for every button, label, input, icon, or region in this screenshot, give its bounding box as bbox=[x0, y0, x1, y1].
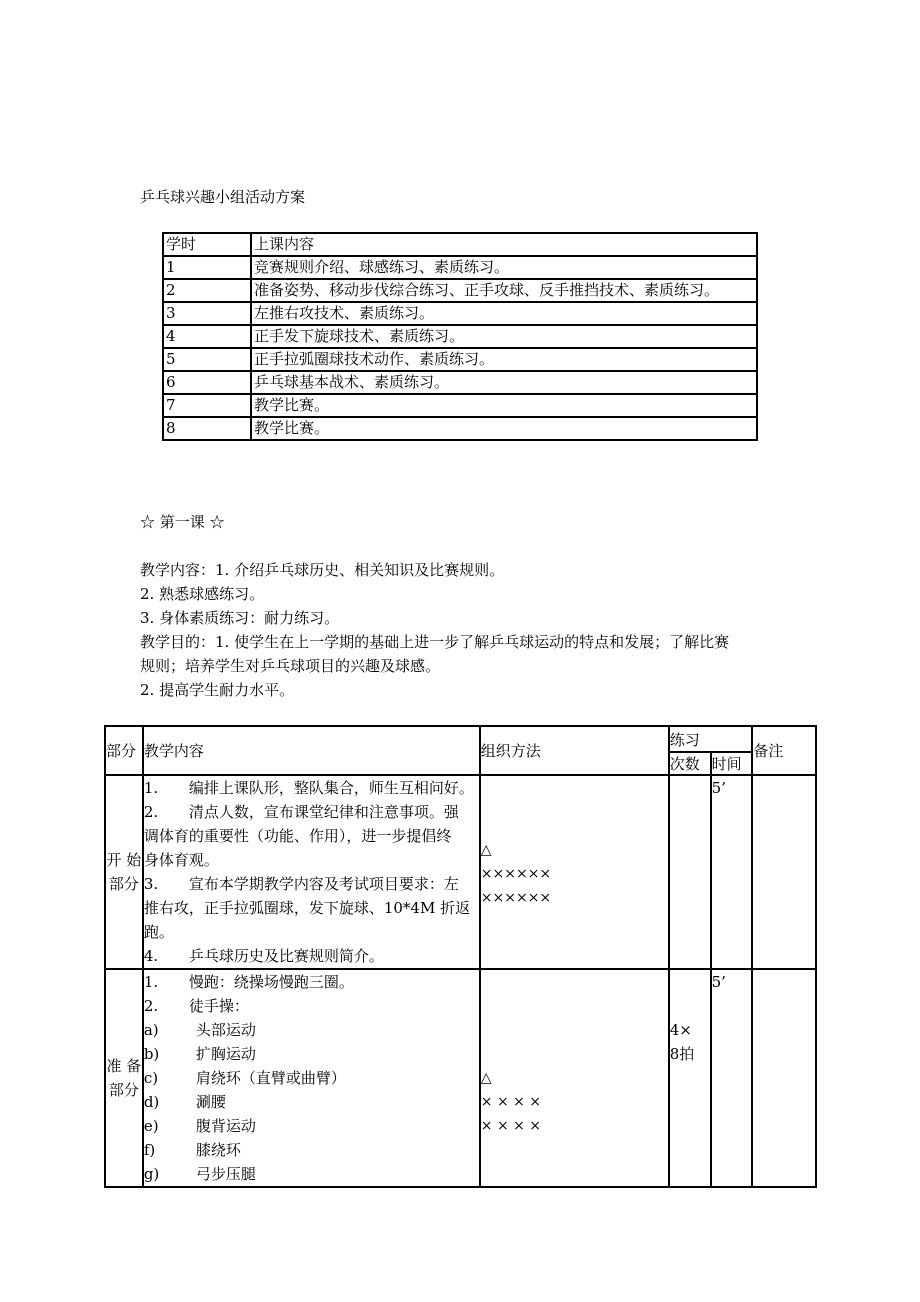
header-practice: 练习 bbox=[669, 726, 753, 752]
session-content: 左推右攻技术、素质练习。 bbox=[251, 302, 757, 325]
header-time: 时间 bbox=[711, 752, 753, 775]
table-header-row bbox=[105, 726, 816, 752]
lesson-title: ☆ 第一课 ☆ bbox=[140, 513, 225, 531]
session-number: 8 bbox=[163, 417, 251, 440]
lesson-line: 教学目的：1. 使学生在上一学期的基础上进一步了解乒乓球运动的特点和发展；了解比赛 bbox=[140, 633, 730, 651]
section-label: 准 备部分 bbox=[105, 969, 143, 1187]
session-content: 正手发下旋球技术、素质练习。 bbox=[251, 325, 757, 348]
list-item: d) 涮腰 bbox=[143, 1093, 226, 1111]
table-row bbox=[163, 279, 757, 302]
section-content bbox=[143, 969, 480, 1187]
table-row bbox=[105, 969, 816, 1187]
session-number: 2 bbox=[163, 279, 251, 302]
session-content: 教学比赛。 bbox=[251, 417, 757, 440]
session-number: 4 bbox=[163, 325, 251, 348]
table-row bbox=[163, 417, 757, 440]
teacher-marker: △ bbox=[480, 1070, 492, 1086]
notes-cell bbox=[752, 969, 816, 1187]
list-item: 3. 宣布本学期教学内容及考试项目要求：左 bbox=[143, 875, 459, 893]
lesson-intro bbox=[140, 558, 800, 702]
student-row: ×××××× bbox=[480, 866, 552, 882]
session-content: 乒乓球基本战术、素质练习。 bbox=[251, 371, 757, 394]
list-item: b) 扩胸运动 bbox=[143, 1045, 256, 1063]
times-cell bbox=[669, 775, 711, 969]
header-times: 次数 bbox=[669, 752, 711, 775]
org-method bbox=[480, 969, 669, 1187]
time-cell: 5’ bbox=[711, 775, 753, 969]
session-number: 5 bbox=[163, 348, 251, 371]
section-label: 开 始部分 bbox=[105, 775, 143, 969]
list-item: g) 弓步压腿 bbox=[143, 1165, 256, 1183]
header-part: 部分 bbox=[105, 726, 143, 775]
list-item-continued: 调体育的重要性（功能、作用），进一步提倡终 bbox=[143, 827, 452, 845]
header-content: 教学内容 bbox=[143, 726, 480, 775]
list-item: 1. 慢跑：绕操场慢跑三圈。 bbox=[143, 973, 354, 991]
lesson-plan-table bbox=[104, 725, 817, 1188]
table-row bbox=[163, 325, 757, 348]
teacher-marker: △ bbox=[480, 842, 492, 858]
table-row bbox=[163, 233, 757, 256]
table-row bbox=[163, 394, 757, 417]
list-item: 4. 乒乓球历史及比赛规则简介。 bbox=[143, 947, 384, 965]
list-item-continued: 推右攻，正手拉弧圈球，发下旋球、10*4M 折返 bbox=[143, 899, 471, 917]
student-row: × × × × bbox=[480, 1094, 542, 1110]
list-item: 2. 徒手操： bbox=[143, 997, 249, 1015]
header-org: 组织方法 bbox=[480, 726, 669, 775]
session-content: 竞赛规则介绍、球感练习、素质练习。 bbox=[251, 256, 757, 279]
table-row bbox=[163, 256, 757, 279]
lesson-line: 2. 熟悉球感练习。 bbox=[140, 585, 265, 603]
list-item-continued: 身体育观。 bbox=[143, 851, 219, 869]
schedule-table bbox=[162, 232, 758, 441]
header-cell: 学时 bbox=[163, 233, 251, 256]
session-content: 教学比赛。 bbox=[251, 394, 757, 417]
header-notes: 备注 bbox=[752, 726, 816, 775]
section-content bbox=[143, 775, 480, 969]
list-item-continued: 跑。 bbox=[143, 923, 174, 941]
student-row: ×××××× bbox=[480, 890, 552, 906]
times-cell: 4×8拍 bbox=[669, 969, 711, 1187]
lesson-line: 教学内容：1. 介绍乒乓球历史、相关知识及比赛规则。 bbox=[140, 561, 505, 579]
header-cell: 上课内容 bbox=[251, 233, 757, 256]
table-row bbox=[163, 302, 757, 325]
lesson-line: 规则；培养学生对乒乓球项目的兴趣及球感。 bbox=[140, 657, 441, 675]
list-item: a) 头部运动 bbox=[143, 1021, 256, 1039]
session-content: 正手拉弧圈球技术动作、素质练习。 bbox=[251, 348, 757, 371]
table-row bbox=[163, 371, 757, 394]
student-row: × × × × bbox=[480, 1118, 542, 1134]
notes-cell bbox=[752, 775, 816, 969]
list-item: f) 膝绕环 bbox=[143, 1141, 241, 1159]
document-title: 乒乓球兴趣小组活动方案 bbox=[140, 188, 306, 206]
list-item: 1. 编排上课队形，整队集合，师生互相问好。 bbox=[143, 779, 474, 797]
list-item: 2. 清点人数，宣布课堂纪律和注意事项。强 bbox=[143, 803, 459, 821]
time-cell: 5’ bbox=[711, 969, 753, 1187]
lesson-line: 3. 身体素质练习：耐力练习。 bbox=[140, 609, 340, 627]
list-item: e) 腹背运动 bbox=[143, 1117, 256, 1135]
session-number: 3 bbox=[163, 302, 251, 325]
session-number: 1 bbox=[163, 256, 251, 279]
session-content: 准备姿势、移动步伐综合练习、正手攻球、反手推挡技术、素质练习。 bbox=[251, 279, 757, 302]
table-row bbox=[105, 775, 816, 969]
org-method bbox=[480, 775, 669, 969]
lesson-line: 2. 提高学生耐力水平。 bbox=[140, 681, 295, 699]
session-number: 7 bbox=[163, 394, 251, 417]
table-row bbox=[163, 348, 757, 371]
session-number: 6 bbox=[163, 371, 251, 394]
list-item: c) 肩绕环（直臂或曲臂） bbox=[143, 1069, 346, 1087]
